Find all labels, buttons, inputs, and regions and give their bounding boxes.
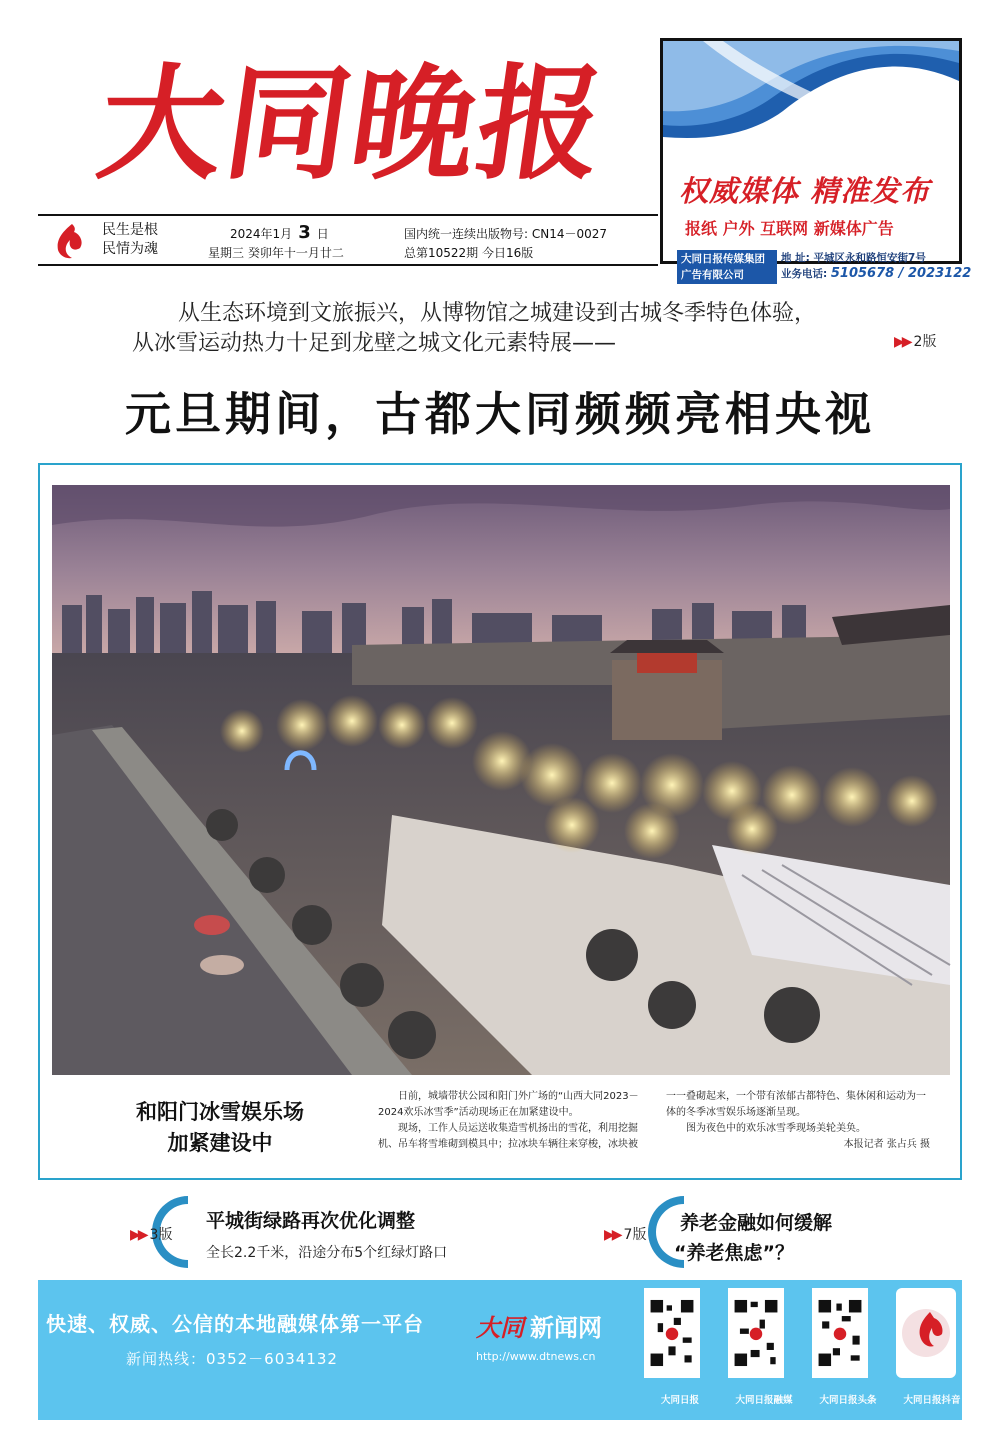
kicker-line-1: 从生态环境到文旅振兴，从博物馆之城建设到古城冬季特色体验，	[178, 301, 817, 326]
footer-slogan: 快速、权威、公信的本地融媒体第一平台	[46, 1312, 424, 1336]
issue-info-bar	[38, 214, 658, 266]
page-ref-lead[interactable]: ▶▶ 2版	[894, 334, 937, 350]
newspaper-title: 大同晚报	[89, 52, 615, 197]
headline: 元旦期间，古都大同频频亮相央视	[125, 387, 875, 441]
teaser-subtitle-3: 全长2.2千米，沿途分布5个红绿灯路口	[206, 1245, 448, 1261]
ad-company: 大同日报传媒集团 广告有限公司	[677, 250, 777, 284]
ad-box	[660, 38, 972, 281]
footer-hotline: 新闻热线：0352－6034132	[126, 1350, 338, 1368]
ad-contact: 地 址: 平城区永和路恒安街7号 业务电话: 5105678 / 2023122	[781, 252, 972, 281]
teaser-title-3[interactable]: 平城街绿路再次优化调整	[206, 1210, 416, 1232]
photo-caption-title: 和阳门冰雪娱乐场 加紧建设中	[136, 1100, 304, 1155]
arrow-icon: ▶▶	[130, 1227, 146, 1243]
photo-credit: 本报记者 张占兵 摄	[843, 1139, 930, 1150]
page-ref-3[interactable]: ▶▶ 3版	[130, 1227, 173, 1243]
qr-code-3[interactable]: 大同日报头条	[808, 1288, 888, 1414]
footer-banner	[38, 1280, 962, 1420]
issue-date: 2024年1月 3 日	[230, 222, 329, 243]
ad-slogan: 权威媒体 精准发布	[679, 174, 931, 208]
photo-caption-body: 日前，城墙带状公园和阳门外广场的“山西大同2023－2024欢乐冰雪季”活动现场正在加紧建设中。 现场，工作人员运送收集造雪机扬出的雪花，利用挖掘机、吊车将雪堆砌到模具中；拉冰块车辆往来穿梭，冰块被一一叠砌起来，一个带有浓郁古都特色、集休闲和运动为一体的冬季冰雪娱乐场逐渐呈现。 图为夜色中的欢乐冰雪季现场美轮美奂。 本报记者 张占兵 摄	[378, 1089, 930, 1153]
teaser-title-7[interactable]: 养老金融如何缓解	[680, 1212, 833, 1234]
arrow-icon: ▶▶	[894, 334, 910, 350]
qr-code-icon	[644, 1288, 700, 1378]
photo-feature	[38, 463, 962, 1180]
issue-number: 总第10522期 今日16版	[404, 246, 534, 260]
ad-contact-block	[677, 250, 972, 294]
night-city-photo	[52, 485, 950, 1075]
weekday-lunar: 星期三 癸卯年十一月廿二	[208, 246, 344, 260]
douyin-logo-icon	[896, 1288, 956, 1378]
publication-number: 国内统一连续出版物号: CN14－0027	[404, 227, 608, 241]
footer-url[interactable]: http://www.dtnews.cn	[476, 1350, 596, 1363]
arrow-icon: ▶▶	[604, 1227, 620, 1243]
qr-code-icon	[728, 1288, 784, 1378]
kicker-line-2: 从冰雪运动热力十足到龙壁之城文化元素特展——	[132, 331, 617, 356]
qr-code-2[interactable]: 大同日报融媒	[724, 1288, 804, 1414]
teaser-subtitle-7: “养老焦虑”？	[674, 1242, 794, 1264]
ad-services: 报纸 户外 互联网 新媒体广告	[685, 219, 894, 238]
ad-phone: 5105678 / 2023122	[830, 266, 972, 281]
page-ref-7[interactable]: ▶▶ 7版	[604, 1227, 647, 1243]
paper-swoosh-graphic	[663, 41, 959, 149]
motto: 民生是根 民情为魂	[102, 222, 158, 257]
qr-code-4[interactable]: 大同日报抖音	[892, 1288, 972, 1414]
flame-logo-icon	[54, 222, 84, 260]
qr-code-1[interactable]: 大同日报	[640, 1288, 720, 1414]
qr-code-icon	[812, 1288, 868, 1378]
footer-brand: 大同 新闻网	[476, 1313, 602, 1342]
